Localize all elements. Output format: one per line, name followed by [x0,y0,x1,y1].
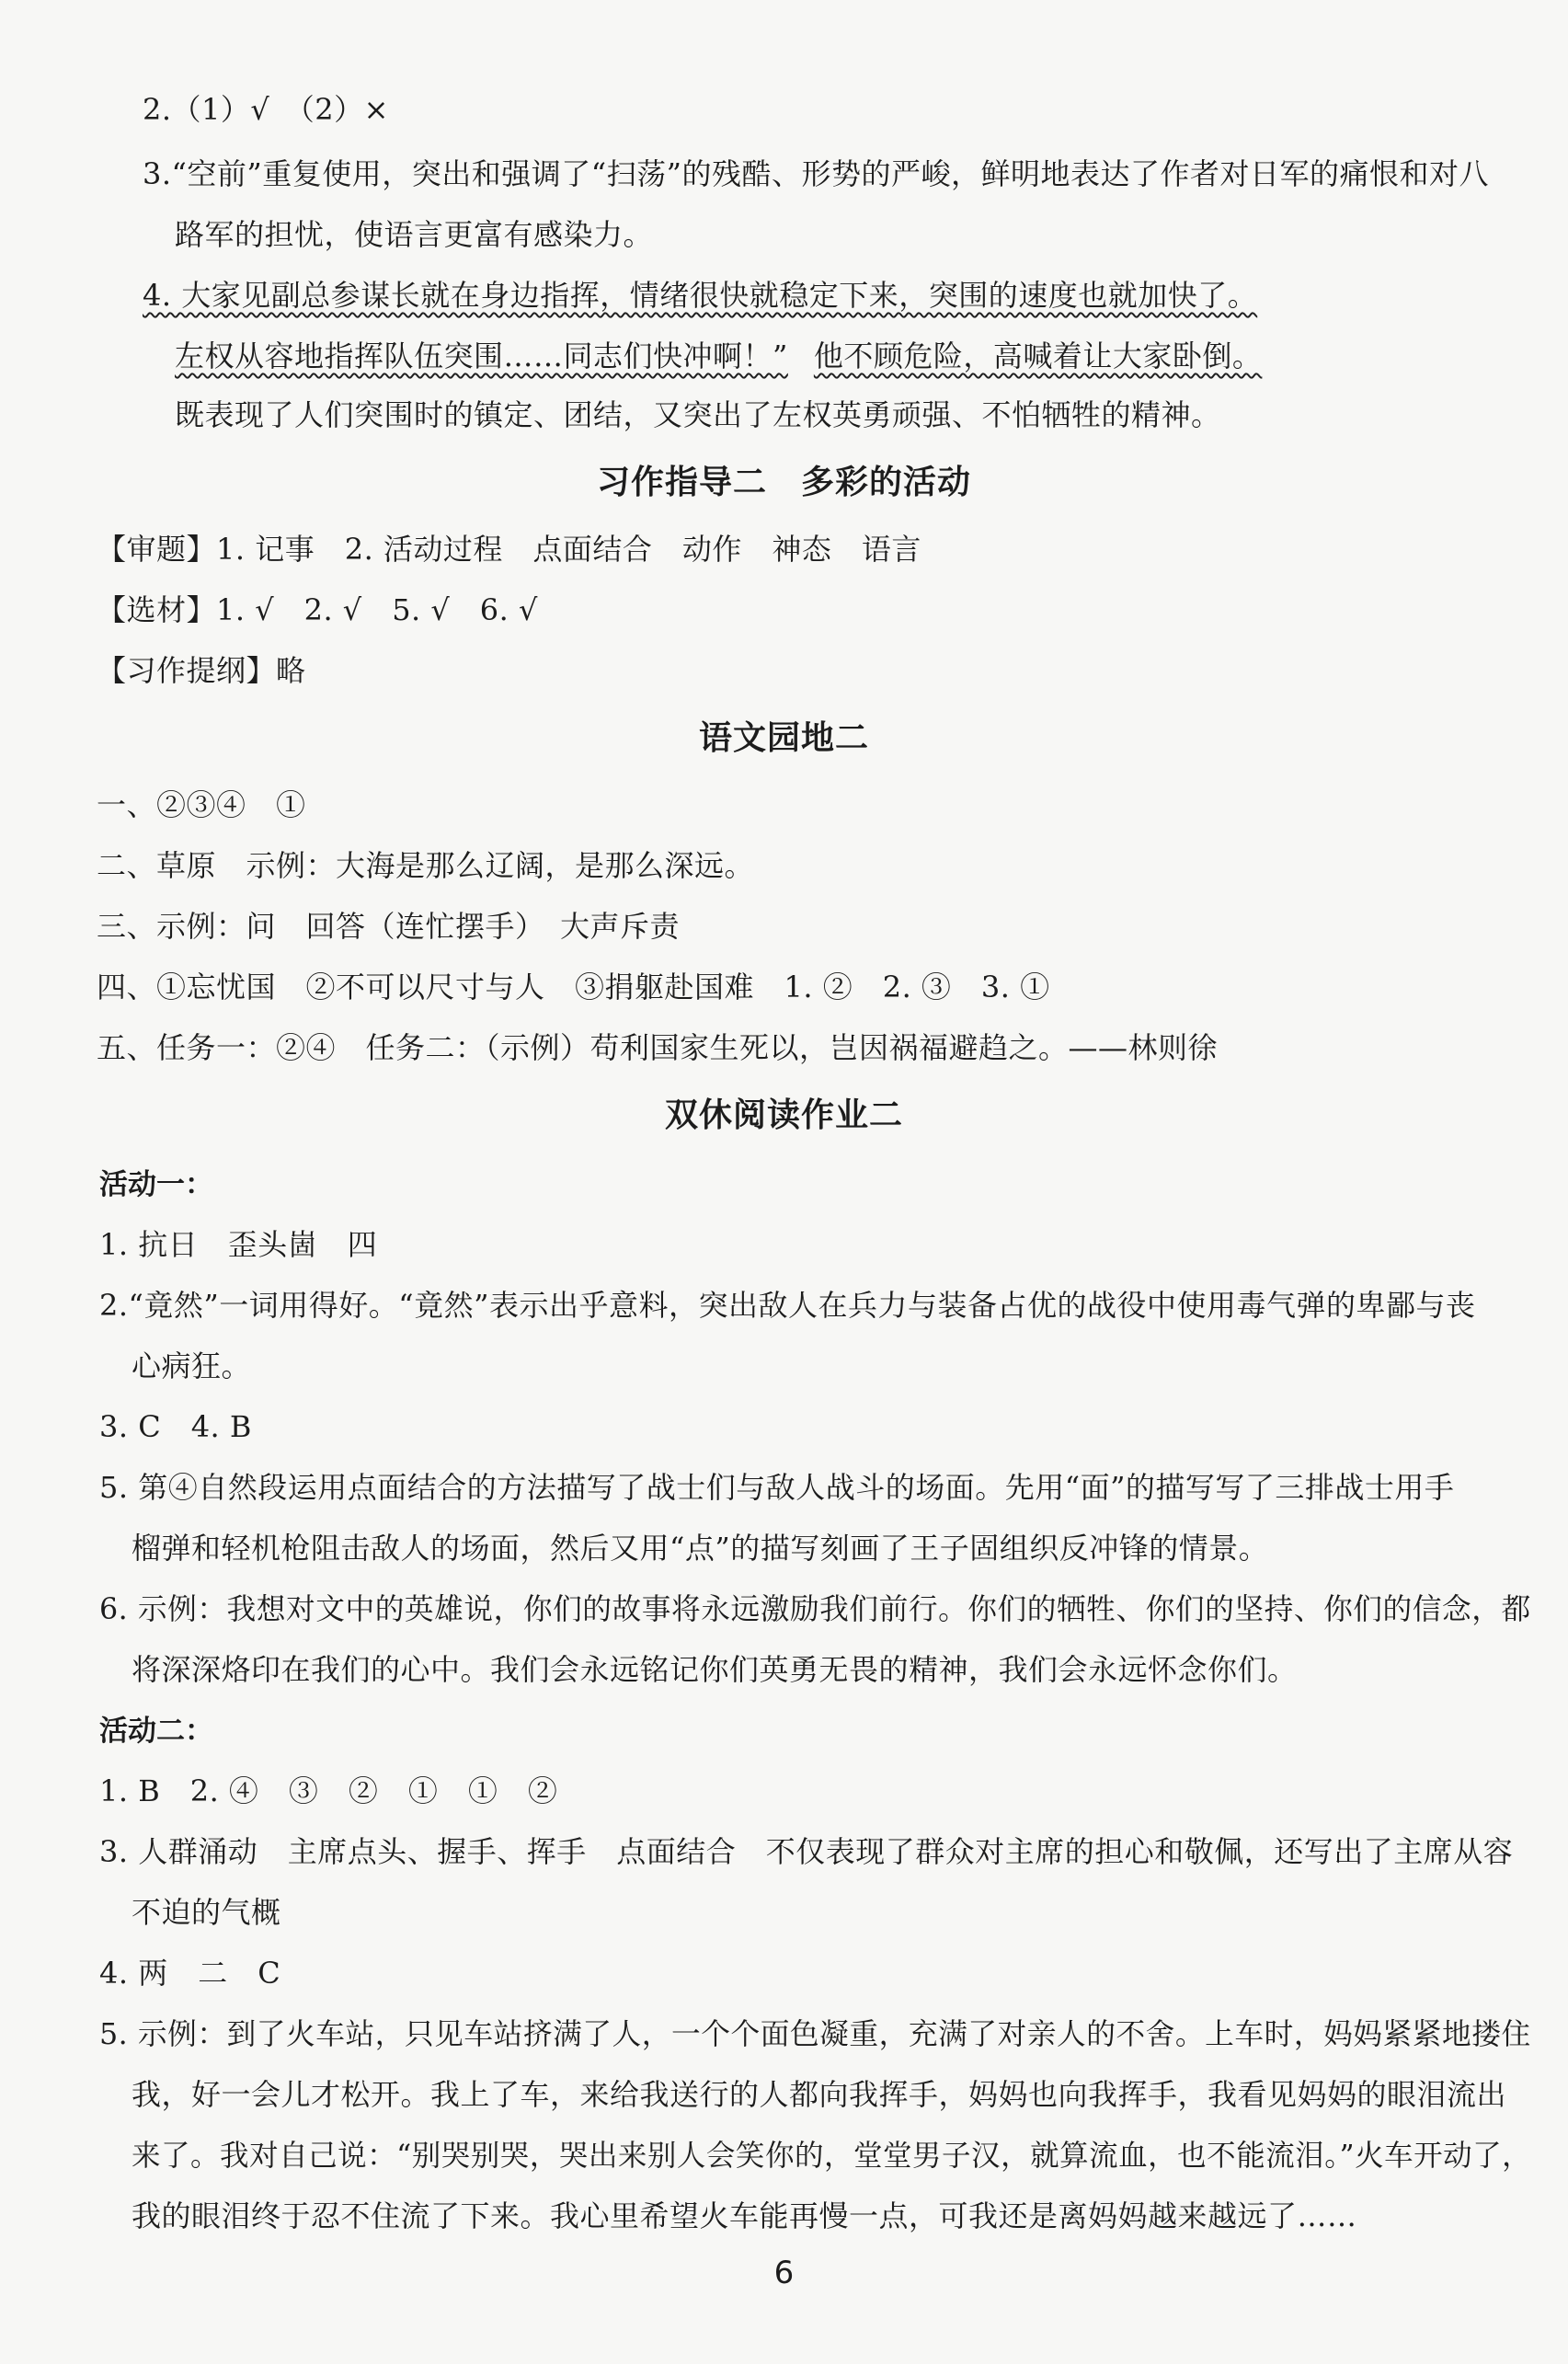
activity-1-label: 活动一： [99,1168,213,1201]
reading-a2-5-line1: 5. 示例：到了火车站，只见车站挤满了人，一个个面色凝重，充满了对亲人的不舍。上车时，妈妈紧紧地搂住 [99,2016,1531,2051]
garden-item-2: 二、草原 示例：大海是那么辽阔，是那么深远。 [97,848,755,883]
garden-item-4: 四、①忘忧国 ②不可以尺寸与人 ③捐躯赴国难 1. ② 2. ③ 3. ① [97,970,1050,1004]
answer-3-line1: 3.“空前”重复使用，突出和强调了“扫荡”的残酷、形势的严峻，鲜明地表达了作者对日军的痛恨和对八 [143,156,1489,191]
answer-4-line1 [143,274,1257,316]
tigang-line: 【习作提纲】略 [97,653,306,688]
reading-a1-6-line2: 将深深烙印在我们的心中。我们会永远铭记你们英勇无畏的精神，我们会永远怀念你们。 [132,1652,1298,1687]
section-title-reading: 双休阅读作业二 [664,1096,903,1134]
shenti-line: 【审题】1. 记事 2. 活动过程 点面结合 动作 神态 语言 [97,532,921,567]
answer-3-line2: 路军的担忧，使语言更富有感染力。 [175,217,654,252]
reading-a1-6-line1: 6. 示例：我想对文中的英雄说，你们的故事将永远激励我们前行。你们的牺牲、你们的坚持、你们的信念，都 [99,1591,1531,1626]
reading-a1-5-line1: 5. 第④自然段运用点面结合的方法描写了战士们与敌人战斗的场面。先用“面”的描写写了三排战士用手 [99,1470,1455,1505]
garden-item-1: 一、②③④ ① [97,787,306,822]
reading-a2-3-line1: 3. 人群涌动 主席点头、握手、挥手 点面结合 不仅表现了群众对主席的担心和敬佩，还写出了主席从容 [99,1834,1514,1869]
answer-4-line3: 既表现了人们突围时的镇定、团结，又突出了左权英勇顽强、不怕牺牲的精神。 [175,397,1221,432]
reading-a1-2-line2: 心病狂。 [132,1348,252,1383]
answer-2: 2.（1）√ （2）× [143,92,389,127]
page-number: 6 [773,2255,795,2291]
reading-a2-5-line2: 我，好一会儿才松开。我上了车，来给我送行的人都向我挥手，妈妈也向我挥手，我看见妈妈的眼泪流出 [132,2077,1507,2112]
section-title-writing: 习作指导二 多彩的活动 [596,464,971,501]
reading-a1-3: 3. C 4. B [99,1409,252,1444]
answer-4-wavy-1: 4. 大家见副总参谋长就在身边指挥，情绪很快就稳定下来，突围的速度也就加快了。 [143,278,1258,313]
garden-item-3: 三、示例：问 回答（连忙摆手） 大声斥责 [97,909,681,944]
reading-a2-1: 1. B 2. ④ ③ ② ① ① ② [99,1773,558,1808]
reading-a2-5-line3: 来了。我对自己说：“别哭别哭，哭出来别人会笑你的，堂堂男子汉，就算流血，也不能流泪。”火车开动了， [132,2138,1532,2173]
reading-a1-2-line1: 2.“竟然”一词用得好。“竟然”表示出乎意料，突出敌人在兵力与装备占优的战役中使用毒气弹的卑鄙与丧 [99,1288,1476,1323]
xuancai-line: 【选材】1. √ 2. √ 5. √ 6. √ [97,592,538,627]
reading-a1-5-line2: 榴弹和轻机枪阻击敌人的场面，然后又用“点”的描写刻画了王子固组织反冲锋的情景。 [132,1531,1269,1566]
reading-a2-5-line4: 我的眼泪终于忍不住流了下来。我心里希望火车能再慢一点，可我还是离妈妈越来越远了…… [132,2198,1357,2233]
reading-a2-4: 4. 两 二 C [99,1956,281,1991]
answer-4-line2 [175,335,1262,377]
answer-4-wavy-2: 左权从容地指挥队伍突围……同志们快冲啊！” [175,339,788,373]
answer-4-wavy-3: 他不顾危险，高喊着让大家卧倒。 [813,339,1263,373]
activity-2-label: 活动二： [99,1715,213,1748]
reading-a1-1: 1. 抗日 歪头崮 四 [99,1227,378,1262]
section-title-garden: 语文园地二 [698,719,869,757]
garden-item-5: 五、任务一：②④ 任务二：（示例）苟利国家生死以，岂因祸福避趋之。——林则徐 [97,1030,1219,1065]
reading-a2-3-line2: 不迫的气概 [132,1895,281,1930]
